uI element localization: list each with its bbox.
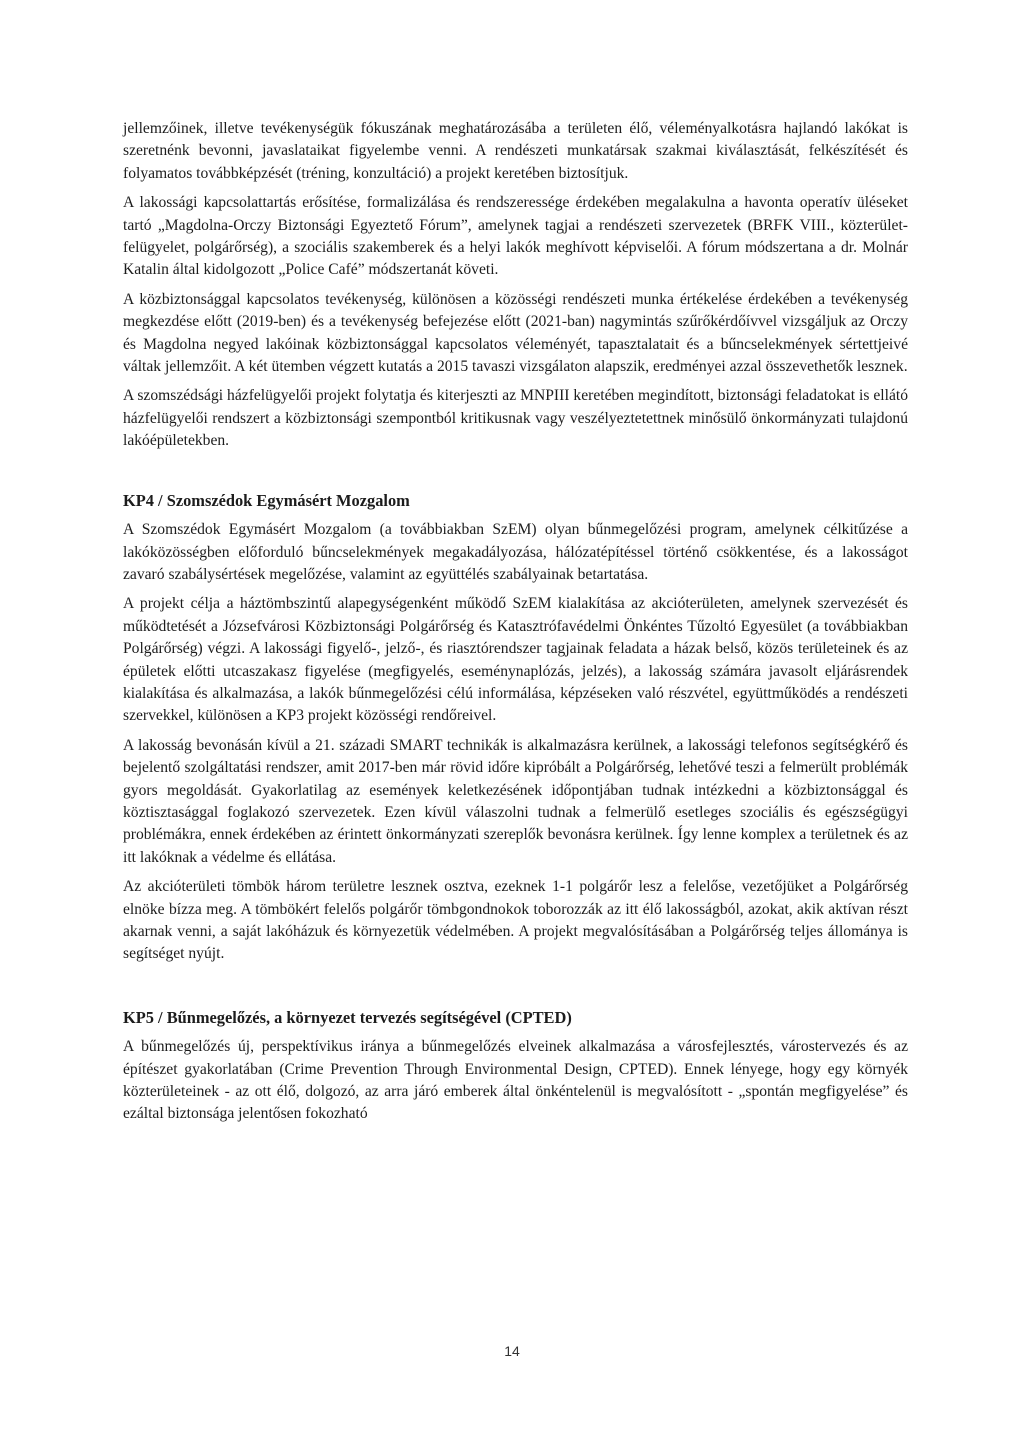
intro-paragraph-1: jellemzőinek, illetve tevékenységük fókuszának meghatározásába a területen élő, véleményalkotásra hajlandó lakókat is szeretnénk bevonni, javaslataikat figyelembe venni. A rendészeti munkatársak szakmai kiválasztását, felkészítését és folyamatos továbbképzését (tréning, konzultáció) a projekt keretében biztosítjuk. (123, 120, 908, 182)
section-spacer (123, 973, 908, 1007)
kp4-paragraph-1: A Szomszédok Egymásért Mozgalom (a továbbiakban SzEM) olyan bűnmegelőzési program, amelynek célkitűzése a lakóközösségben előforduló bűncselekmények megakadályozása, hálózatépítéssel történő csökkentése, és a lakosságot zavaró szabálysértések megelőzése, valamint az együttélés szabályainak betartatása. (123, 521, 908, 583)
kp5-paragraph-1: A bűnmegelőzés új, perspektívikus iránya a bűnmegelőzés elveinek alkalmazása a városfejlesztés, várostervezés és az építészet gyakorlatában (Crime Prevention Through Environmental Design, CPTED). Ennek lényege, hogy egy környék közterületeinek - az ott élő, dolgozó, az arra járó emberek által önkéntelenül is megvalósított - „spontán megfigyelése” és ezáltal biztonsága jelentősen fokozható (123, 1038, 908, 1123)
page-content (123, 118, 908, 1133)
intro-paragraph-2: A lakossági kapcsolattartás erősítése, formalizálása és rendszeressége érdekében megalakulna a havonta operatív üléseket tartó „Magdolna-Orczy Biztonsági Egyeztető Fórum”, amelynek tagjai a rendészeti szervezetek (BRFK VIII., közterület-felügyelet, polgárőrség), a szociális szakemberek és a helyi lakók meghívott képviselői. A fórum módszertana a dr. Molnár Katalin által kidolgozott „Police Café” módszertanát követi. (123, 194, 908, 279)
intro-paragraph-4: A szomszédsági házfelügyelői projekt folytatja és kiterjeszti az MNPIII keretében megindított, biztonsági feladatokat is ellátó házfelügyelői rendszert a közbiztonsági szempontból kritikusnak vagy veszélyeztetettnek minősülő önkormányzati tulajdonú lakóépületekben. (123, 387, 908, 450)
kp4-paragraph-2: A projekt célja a háztömbszintű alapegységenként működő SzEM kialakítása az akcióterületen, amelynek szervezését és működtetését a Józsefvárosi Közbiztonsági Polgárőrség és Katasztrófavédelmi Önkéntes Tűzoltó Egyesület (a továbbiakban Polgárőrség) végzi. A lakossági figyelő-, jelző-, és riasztórendszer tagjainak feladata a házak belső, közös területeinek és az épületek előtti utcaszakasz figyelése (megfigyelés, eseménynaplózás, jelzés), a lakosság számára javasolt eljárásrendek kialakítása és alkalmazása, a lakók bűnmegelőzési célú informálása, képzéseken való részvétel, együttműködés a rendészeti szervekkel, különösen a KP3 projekt közösségi rendőreivel. (123, 595, 908, 725)
intro-paragraph-3: A közbiztonsággal kapcsolatos tevékenység, különösen a közösségi rendészeti munka értékelése érdekében a tevékenység megkezdése előtt (2019-ben) és a tevékenység befejezése előtt (2021-ban) nagymintás szűrőkérdőívvel vizsgáljuk az Orczy és Magdolna negyed lakóinak közbiztonsággal kapcsolatos véleményét, tapasztalatait és a bűncselekmények sértettjeivé váltak jellemzőit. A két ütemben végzett kutatás a 2015 tavaszi vizsgálaton alapszik, eredményei azzal összevethetők lesznek. (123, 290, 908, 376)
section-heading-kp4: KP4 / Szomszédok Egymásért Mozgalom (123, 490, 410, 510)
page-number: 14 (504, 1343, 520, 1359)
kp4-paragraph-3: A lakosság bevonásán kívül a 21. századi SMART technikák is alkalmazásra kerülnek, a lakossági telefonos segítségkérő és bejelentő szolgáltatási rendszer, amit 2017-ben már rövid időre kipróbált a Polgárőrség, lehetővé teszi a felmerült problémák gyors megoldását. Gyakorlatilag az események keletkezésének időpontjában tudnak intézkedni a közbiztonsággal és köztisztasággal foglakozó szervezetek. Ezen kívül válaszolni tudnak a felmerülő esetleges szociális és egészségügyi problémákra, ennek érdekében az érintett önkormányzati szereplők bevonásra kerülnek. Így lenne komplex a területnek és az itt lakóknak a védelme és ellátása. (123, 736, 908, 866)
section-spacer (123, 460, 908, 490)
section-heading-kp5: KP5 / Bűnmegelőzés, a környezet tervezés segítségével (CPTED) (123, 1007, 572, 1027)
kp4-paragraph-4: Az akcióterületi tömbök három területre lesznek osztva, ezeknek 1-1 polgárőr lesz a felelőse, vezetőjüket a Polgárőrség elnöke bízza meg. A tömbökért felelős polgárőr tömbgondnokok toborozzák az itt élő lakosságból, azokat, akik aktívan részt akarnak venni, a saját lakóházuk és környezetük védelmében. A projekt megvalósításában a Polgárőrség teljes állománya is segítséget nyújt. (123, 878, 908, 963)
